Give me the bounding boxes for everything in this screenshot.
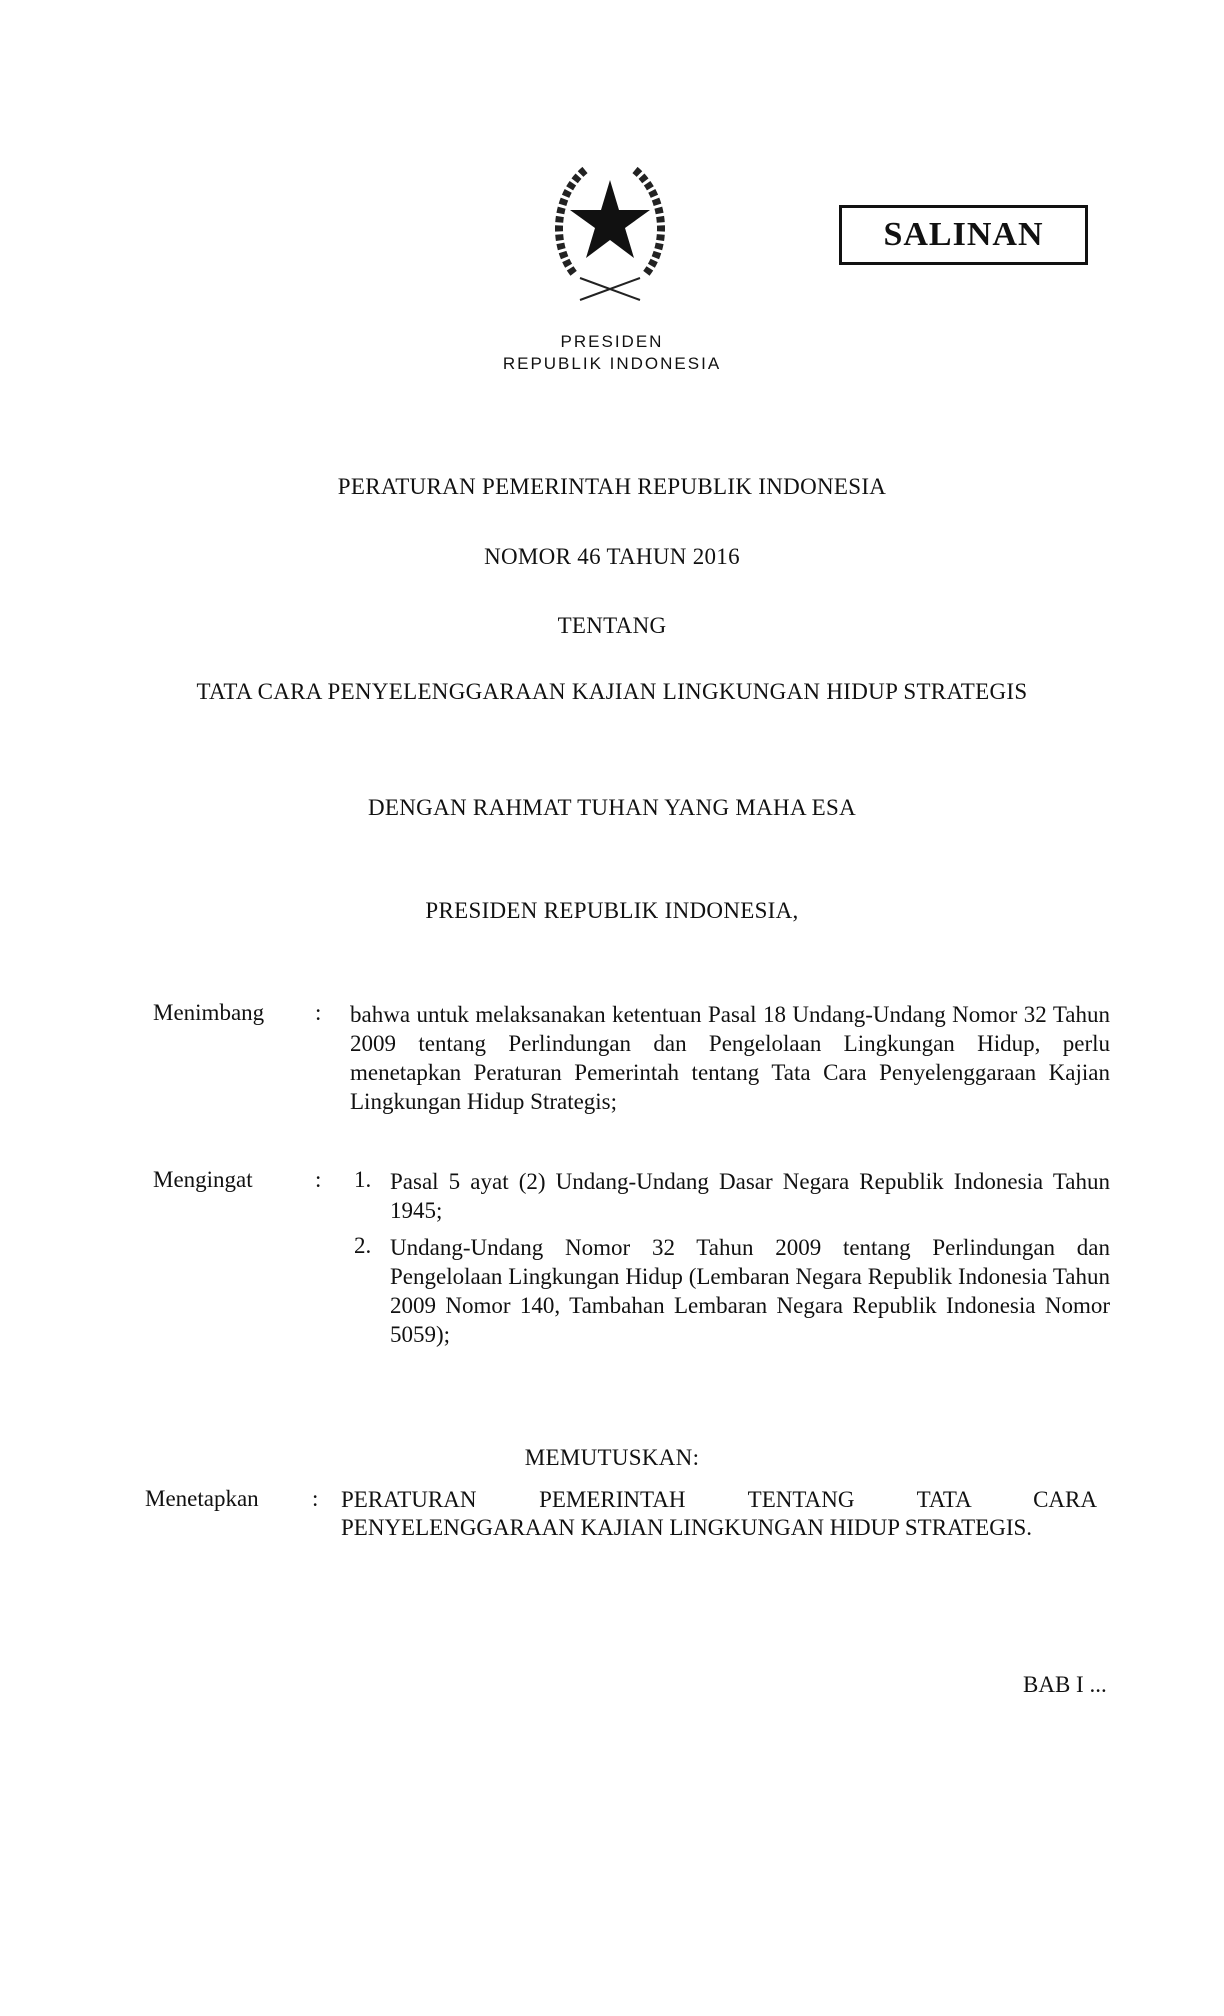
menimbang-label: Menimbang	[153, 1000, 265, 1025]
mengingat-item-number: 2.	[354, 1233, 372, 1258]
regulation-about: TENTANG	[557, 613, 667, 638]
menetapkan-label: Menetapkan	[145, 1486, 259, 1511]
mengingat-item-number: 1.	[354, 1167, 372, 1192]
regulation-title: PERATURAN PEMERINTAH REPUBLIK INDONESIA	[337, 474, 887, 499]
president-heading: PRESIDEN REPUBLIK INDONESIA,	[425, 898, 799, 923]
menetapkan-colon: :	[312, 1486, 319, 1511]
memutuskan-heading: MEMUTUSKAN:	[524, 1445, 700, 1470]
menimbang-colon: :	[315, 1000, 322, 1025]
mengingat-item-text: Undang-Undang Nomor 32 Tahun 2009 tentang Perlindungan dan Pengelolaan Lingkungan Hidup (Lembaran Negara Republik Indonesia Tahun 2009 Nomor 140, Tambahan Lembaran Negara Republik Indonesia Nomor 5059);	[390, 1235, 1110, 1347]
mengingat-item-text: Pasal 5 ayat (2) Undang-Undang Dasar Negara Republik Indonesia Tahun 1945;	[390, 1169, 1110, 1223]
mengingat-label: Mengingat	[153, 1167, 253, 1192]
office-line-presiden: PRESIDEN	[560, 332, 664, 351]
mengingat-colon: :	[315, 1167, 322, 1192]
office-line-republik: REPUBLIK INDONESIA	[502, 354, 722, 373]
regulation-number: NOMOR 46 TAHUN 2016	[484, 544, 740, 569]
next-page-indicator: BAB I ...	[1023, 1672, 1107, 1697]
garuda-star-emblem-icon	[540, 150, 680, 305]
menimbang-text: bahwa untuk melaksanakan ketentuan Pasal 18 Undang-Undang Nomor 32 Tahun 2009 tentang Perlindungan dan Pengelolaan Lingkungan Hidup, perlu menetapkan Peraturan Pemerintah tentang Tata Cara Penyelenggaraan Kajian Lingkungan Hidup Strategis;	[350, 1002, 1110, 1114]
menetapkan-text: PERATURAN PEMERINTAH TENTANG TATA CARA PENYELENGGARAAN KAJIAN LINGKUNGAN HIDUP STRATEGIS.	[341, 1487, 1097, 1540]
salinan-stamp: SALINAN	[839, 205, 1088, 265]
invocation: DENGAN RAHMAT TUHAN YANG MAHA ESA	[367, 795, 857, 820]
regulation-subject: TATA CARA PENYELENGGARAAN KAJIAN LINGKUNGAN HIDUP STRATEGIS	[196, 679, 1028, 704]
